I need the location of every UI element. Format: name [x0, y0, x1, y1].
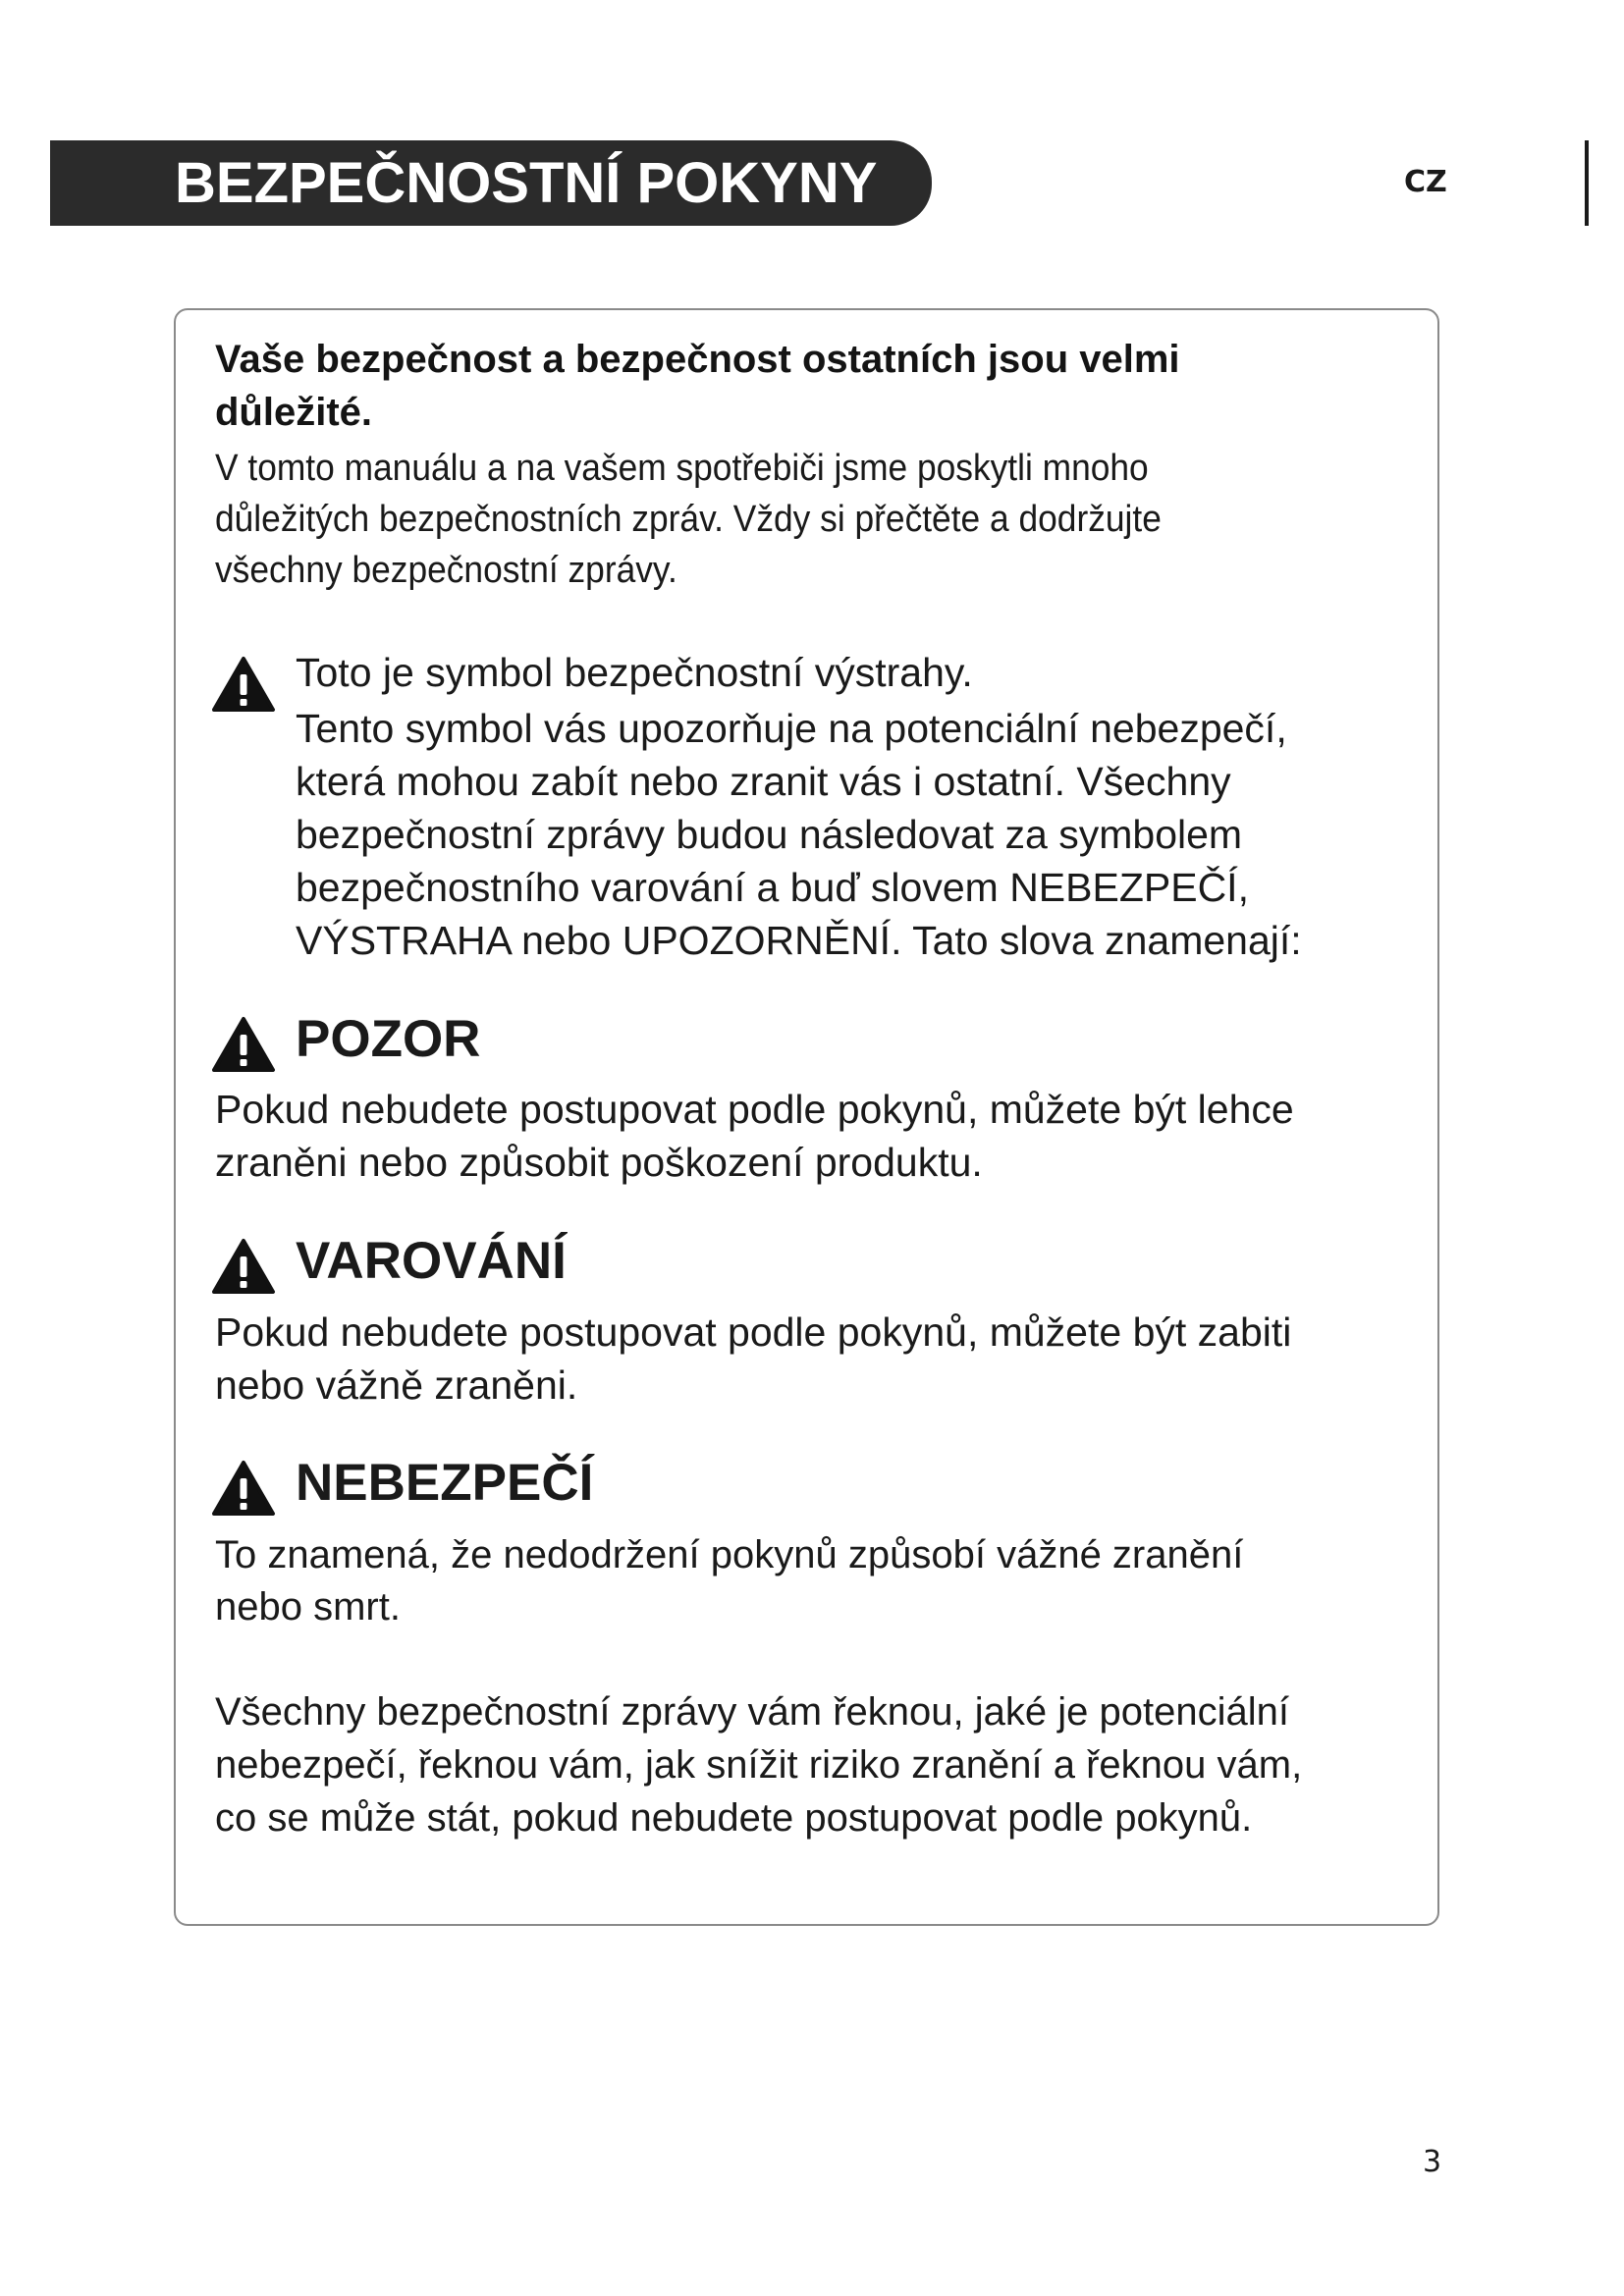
danger-heading: NEBEZPEČÍ	[296, 1454, 594, 1512]
language-code: CZ	[1404, 165, 1447, 199]
closing-text-line: Všechny bezpečnostní zprávy vám řeknou, jaké je potenciální	[215, 1690, 1289, 1734]
warning-triangle-icon	[211, 1460, 276, 1517]
warning-text-line: nebo vážně zraněni.	[215, 1362, 578, 1408]
symbol-text-line: VÝSTRAHA nebo UPOZORNĚNÍ. Tato slova znamenají:	[296, 918, 1302, 963]
caution-heading: POZOR	[296, 1010, 481, 1068]
warning-text-line: Pokud nebudete postupovat podle pokynů, můžete být zabiti	[215, 1309, 1292, 1355]
page-number: 3	[1423, 2145, 1442, 2179]
edge-marker-line	[1585, 140, 1589, 226]
symbol-text-line: Toto je symbol bezpečnostní výstrahy.	[296, 650, 973, 695]
danger-text-line: nebo smrt.	[215, 1585, 401, 1629]
intro-title-line: Vaše bezpečnost a bezpečnost ostatních jsou velmi	[215, 338, 1180, 381]
caution-text-line: Pokud nebudete postupovat podle pokynů, můžete být lehce	[215, 1087, 1294, 1132]
intro-text-line: V tomto manuálu a na vašem spotřebiči jsme poskytli mnoho	[215, 448, 1149, 489]
symbol-text-line: která mohou zabít nebo zranit vás i ostatní. Všechny	[296, 759, 1231, 804]
symbol-text-line: Tento symbol vás upozorňuje na potenciální nebezpečí,	[296, 706, 1287, 751]
intro-title-line: důležité.	[215, 391, 373, 434]
closing-text-line: co se může stát, pokud nebudete postupovat podle pokynů.	[215, 1796, 1253, 1840]
warning-triangle-icon	[211, 656, 276, 713]
intro-text-line: všechny bezpečnostní zprávy.	[215, 550, 677, 591]
warning-triangle-icon	[211, 1238, 276, 1295]
closing-text-line: nebezpečí, řeknou vám, jak snížit riziko zranění a řeknou vám,	[215, 1743, 1303, 1787]
danger-text-line: To znamená, že nedodržení pokynů způsobí vážné zranění	[215, 1533, 1244, 1576]
symbol-text-line: bezpečnostního varování a buď slovem NEBEZPEČÍ,	[296, 865, 1249, 910]
warning-heading: VAROVÁNÍ	[296, 1232, 567, 1290]
intro-text-line: důležitých bezpečnostních zpráv. Vždy si přečtěte a dodržujte	[215, 499, 1162, 540]
symbol-text-line: bezpečnostní zprávy budou následovat za symbolem	[296, 812, 1243, 857]
page-title: BEZPEČNOSTNÍ POKYNY	[175, 151, 878, 215]
warning-triangle-icon	[211, 1016, 276, 1073]
caution-text-line: zraněni nebo způsobit poškození produktu.	[215, 1140, 983, 1185]
